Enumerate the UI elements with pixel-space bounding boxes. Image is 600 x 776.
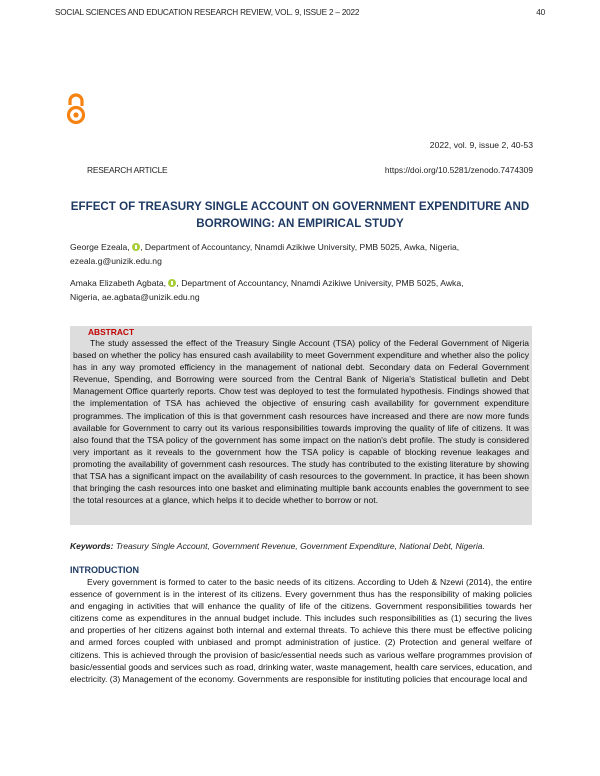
title-line-1: EFFECT OF TREASURY SINGLE ACCOUNT ON GOVERNMENT EXPENDITURE AND	[70, 200, 530, 213]
paper-title	[60, 198, 540, 232]
abstract-heading: ABSTRACT	[88, 327, 135, 337]
running-header	[55, 8, 545, 17]
title-line-2: BORROWING: AN EMPIRICAL STUDY	[196, 217, 404, 230]
author-2	[70, 276, 540, 304]
keywords	[70, 541, 540, 551]
author-name: George Ezeala,	[70, 242, 130, 252]
author-email[interactable]: Nigeria, ae.agbata@unizik.edu.ng	[70, 292, 200, 302]
author-1	[70, 240, 540, 268]
page-number: 40	[536, 8, 545, 17]
open-access-lock-icon	[65, 92, 87, 126]
keywords-list: Treasury Single Account, Government Revenue, Government Expenditure, National Debt, Nigeria.	[113, 541, 485, 551]
orcid-icon[interactable]	[132, 243, 140, 251]
author-affiliation: , Department of Accountancy, Nnamdi Azikiwe University, PMB 5025, Awka,	[176, 278, 464, 288]
citation-info: 2022, vol. 9, issue 2, 40-53	[429, 140, 533, 150]
abstract-text: The study assessed the effect of the Treasury Single Account (TSA) policy of the Federal Government of Nigeria based on whether the policy has ensured cash availability to meet Government expenditure and whether also the policy has in any way promoted efficiency in the management of national debt. Secondary data on Federal Government Revenue, Spending, and Borrowing were sourced from the Central Bank of Nigeria's Statistical bulletin and Debt Management Office quarterly reports. Chow test was deployed to test the formulated hypothesis. Findings showed that the implementation of TSA has achieved the objective of ensuring cash availability for government expenditure programmes. The implication of this is that government cash resources have increased and there are now more funds available for Government to carry out its various responsibilities towards improving the quality of life of citizens. It was also found that the TSA policy of the government has some impact on the nation's debt profile. The study is considered very important as it reveals to the government how the TSA policy is capable of blocking revenue leakages and promoting the availability of government cash resources. The study has contributed to the existing literature by showing that TSA has a significant impact on the availability of cash resources to the government. In practice, it has been shown that bringing the cash resources into one basket and eliminating multiple bank accounts enables the government to see the total resources at a glance, which helps it to decide whether to borrow or not.	[73, 338, 529, 506]
keywords-label: Keywords:	[70, 541, 114, 551]
author-name: Amaka Elizabeth Agbata,	[70, 278, 167, 288]
introduction-text: Every government is formed to cater to the basic needs of its citizens. According to Udeh & Nzewi (2014), the entire essence of government is in the interest of its citizens. Every government thus has the responsibility of making policies and engaging in activities that will enhance the quality of life of the citizens. Government responsibilities towards her citizens come as expenditures in the annual budget include. This includes such responsibilities as (1) securing the lives and properties of her citizens against both internal and external threats. To achieve this there must be effective policing and armed forces coupled with unbiased and prompt administration of justice. (2) Protection and general welfare of citizens. This is achieved through the provision of basic/essential needs such as various welfare programmes provision of basic/essential goods and services such as road, drinking water, waste management, health care services, education, and electricity. (3) Management of the economy. Governments are responsible for instituting policies that encourage local and	[70, 577, 532, 684]
article-type-label: RESEARCH ARTICLE	[87, 165, 168, 175]
journal-name: SOCIAL SCIENCES AND EDUCATION RESEARCH REVIEW, VOL. 9, ISSUE 2 – 2022	[55, 8, 360, 17]
author-affiliation: , Department of Accountancy, Nnamdi Azikiwe University, PMB 5025, Awka, Nigeria,	[140, 242, 460, 252]
doi-link[interactable]: https://doi.org/10.5281/zenodo.7474309	[384, 165, 533, 175]
introduction-heading: INTRODUCTION	[70, 565, 139, 575]
author-email[interactable]: ezeala.g@unizik.edu.ng	[70, 256, 162, 266]
